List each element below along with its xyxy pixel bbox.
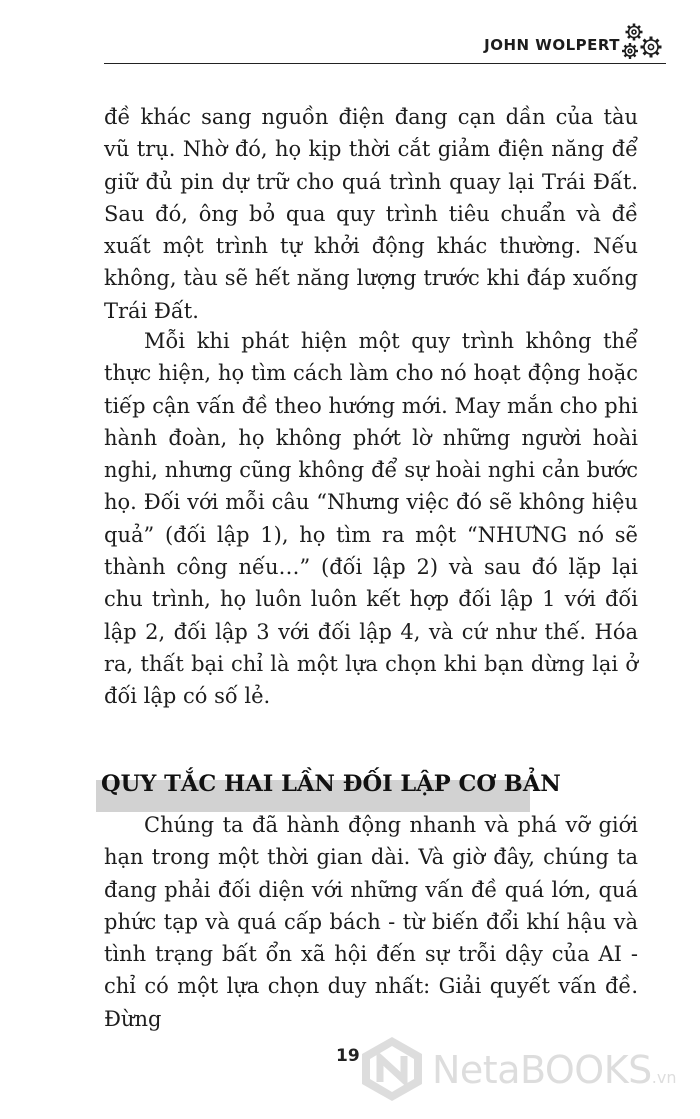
header-divider (104, 63, 666, 64)
watermark-suffix: .vn (651, 1068, 677, 1087)
running-header (0, 0, 700, 70)
watermark-text: NetaBOOKS.vn (432, 1048, 677, 1092)
section-heading-text: QUY TẮC HAI LẦN ĐỐI LẬP CƠ BẢN (101, 771, 561, 797)
gears-icon (620, 20, 666, 64)
section-heading (96, 764, 561, 812)
body-paragraph: đề khác sang nguồn điện đang cạn dần của tàu vũ trụ. Nhờ đó, họ kịp thời cắt giảm điện năng để giữ đủ pin dự trữ cho quá trình quay lại Trái Đất. Sau đó, ông bỏ qua quy trình tiêu chuẩn và đề xuất một trình tự khởi động khác thường. Nếu không, tàu sẽ hết năng lượng trước khi đáp xuống Trái Đất. (104, 105, 638, 323)
body-paragraph: Chúng ta đã hành động nhanh và phá vỡ giới hạn trong một thời gian dài. Và giờ đây, chúng ta đang phải đối diện với những vấn đề quá lớn, quá phức tạp và quá cấp bách - từ biến đổi khí hậu và tình trạng bất ổn xã hội đến sự trỗi dậy của AI - chỉ có một lựa chọn duy nhất: Giải quyết vấn đề. Đừng (104, 813, 638, 1031)
page-number: 19 (336, 1046, 360, 1066)
watermark (358, 1034, 700, 1104)
body-paragraph: Mỗi khi phát hiện một quy trình không thể thực hiện, họ tìm cách làm cho nó hoạt động hoặc tiếp cận vấn đề theo hướng mới. May mắn cho phi hành đoàn, họ không phớt lờ những người hoài nghi, nhưng cũng không để sự hoài nghi cản bước họ. Đối với mỗi câu “Nhưng việc đó sẽ không hiệu quả” (đối lập 1), họ tìm ra một “NHƯNG nó sẽ thành công nếu…” (đối lập 2) và sau đó lặp lại chu trình, họ luôn luôn kết hợp đối lập 1 với đối lập 2, đối lập 3 với đối lập 4, và cứ như thế. Hóa ra, thất bại chỉ là một lựa chọn khi bạn dừng lại ở đối lập có số lẻ. (104, 329, 638, 709)
running-header-author: JOHN WOLPERT (484, 36, 620, 54)
netabooks-logo-icon (358, 1034, 426, 1104)
